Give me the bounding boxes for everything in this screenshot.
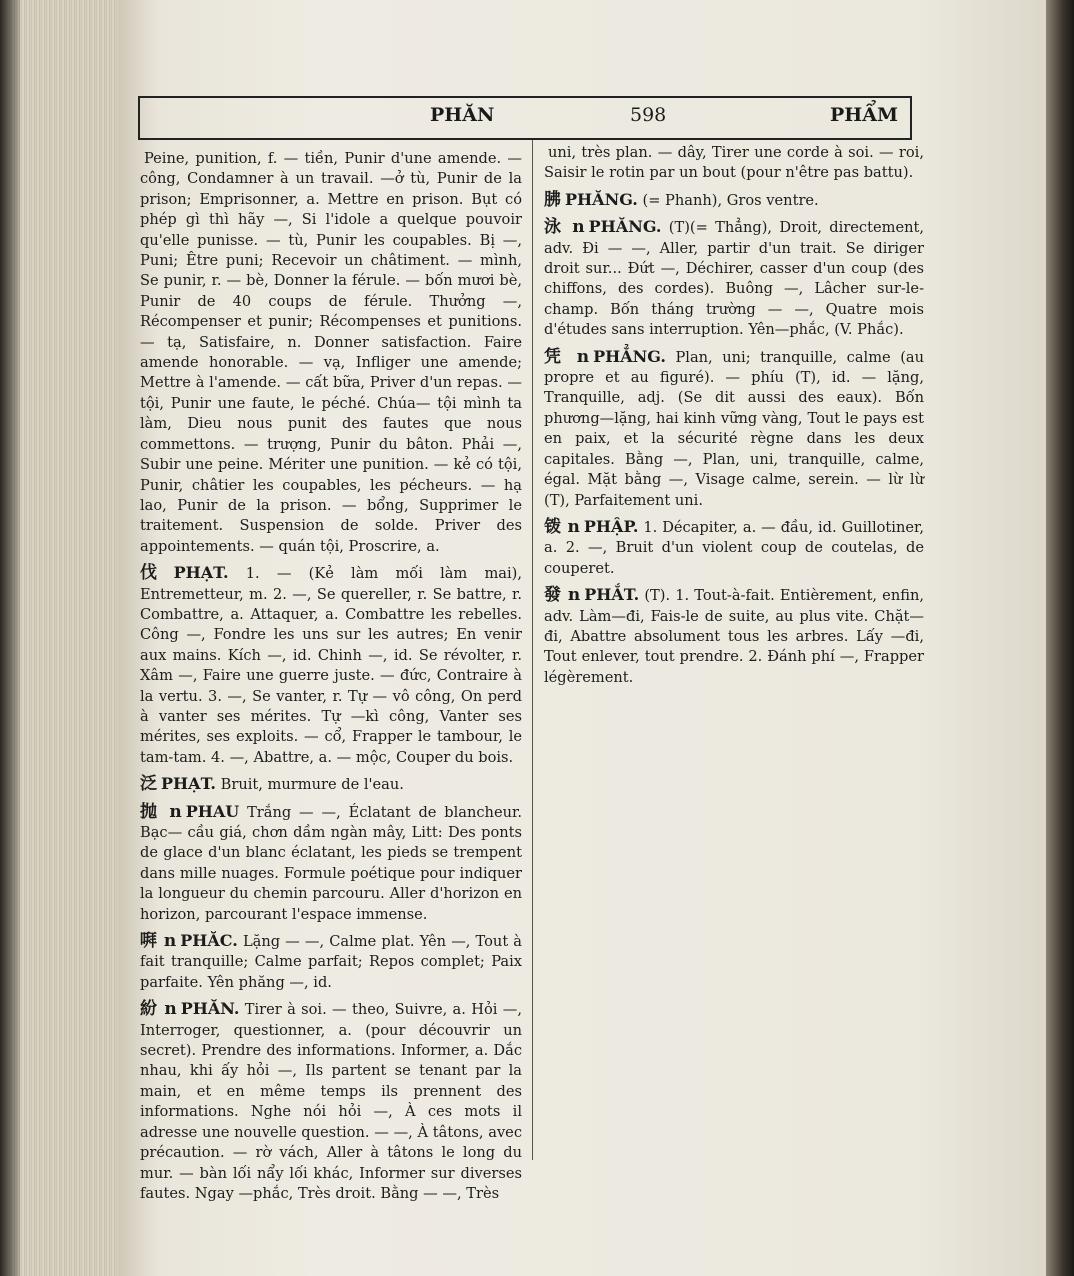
page-header: [138, 96, 912, 140]
dictionary-entry: 䥽 n PHẬP. 1. Décapiter, a. — đầu, id. Guillotiner, a. 2. —, Bruit d'un violent coup de coutelas, de couperet.: [544, 516, 929, 577]
book-right-edge: [1046, 0, 1074, 1276]
column-divider: [532, 140, 533, 1160]
header-left-word: PHĂN: [430, 104, 495, 126]
dictionary-entry: 㗑 n PHĂC. Lặng — —, Calme plat. Yên —, Tout à fait tranquille; Calme parfait; Repos complet; Paix parfaite. Yên phăng —, id.: [140, 931, 527, 991]
dictionary-entry: 泛 PHẠT. Bruit, murmure de l'eau.: [140, 774, 404, 795]
dictionary-entry: 發 n PHẮT. (T). 1. Tout-à-fait. Entièrement, enfin, adv. Làm—đi, Fais-le de suite, au plus vite. Chặt—đi, Abattre absolument tous les arbres. Lấy —đi, Tout enlever, tout prendre. 2. Đánh phí —, Frapper légèrement.: [544, 585, 929, 686]
left-column: [140, 148, 527, 1210]
right-column: [544, 142, 929, 694]
book-edge-shadow: [0, 0, 20, 1276]
dictionary-entry: 紛 n PHĂN. Tirer à soi. — theo, Suivre, a. Hỏi —, Interroger, questionner, a. (pour découvrir un secret). Prendre des informations. Informer, a. Dắc nhau, khi ấy hỏi —, Ils partent se tenant par la main, et en même temps ils prennent des informations. Nghe nói hỏi —, À ces mots il adresse une nouvelle question. — —, À tâtons, avec précaution. — rờ vách, Aller à tâtons le long du mur. — bàn lối nẩy lối khác, Informer sur diverses fautes. Ngay —phắc, Très droit. Bằng — —, Très: [140, 999, 527, 1202]
dictionary-entry: Peine, punition, f. — tiền, Punir d'une amende. — công, Condamner à un travail. —ở tù, Punir de la prison; Emprisonner, a. Mettre en prison. Bụt có phép gì thì hãy —, Si l'idole a quelque pouvoir qu'elle punisse. — tù, Punir les coupables. Bị —, Puni; Être puni; Recevoir un châtiment. — mình, Se punir, r. — bè, Donner la férule. — bốn mươi bè, Punir de 40 coups de férule. Thưởng —, Récompenser et punir; Récompenses et punitions. — tạ, Satisfaire, n. Donner satisfaction. Faire amende honorable. — vạ, Infliger une amende; Mettre à l'amende. — cất bữa, Priver d'un repas. — tội, Punir une faute, le péché. Chúa— tội mình ta làm, Dieu nous punit des fautes que nous commettons. — trượng, Punir du bâton. Phải —, Subir une peine. Mériter une punition. — kẻ có tội, Punir, châtier les coupables, les pécheurs. — hạ lao, Punir de la prison. — bổng, Supprimer le traitement. Suspension de solde. Priver des appointements. — quán tội, Proscrire, a.: [140, 150, 527, 555]
dictionary-entry: uni, très plan. — dây, Tirer une corde à soi. — roi, Saisir le rotin par un bout (pour n'être pas battu).: [544, 144, 929, 182]
dictionary-entry: 胇 PHĂNG. (= Phanh), Gros ventre.: [544, 189, 819, 210]
dictionary-entry: 伐 PHẠT. 1. — (Kẻ làm mối làm mai), Entremetteur, m. 2. —, Se quereller, r. Se battre, r. Combattre, a. Attaquer, a. Combattre les rebelles. Công —, Fondre les uns sur les autres; En venir aux mains. Kích —, id. Chinh —, id. Se révolter, r. Xâm —, Faire une guerre juste. — đức, Contraire à la vertu. 3. —, Se vanter, r. Tự — vô công, On perd à vanter ses mérites. Tự —kì công, Vanter ses mérites, ses exploits. — cổ, Frapper le tambour, le tam-tam. 4. —, Abattre, a. — mộc, Couper du bois.: [140, 563, 527, 766]
dictionary-entry: 泳 n PHĂNG. (T)(= Thẳng), Droit, directement, adv. Đi — —, Aller, partir d'un trait. Se diriger droit sur... Đứt —, Déchirer, casser d'un coup (des chiffons, des cordes). Buông —, Lâcher sur-le-champ. Bốn tháng trường — —, Quatre mois d'études sans interruption. Yên—phắc, (V. Phắc).: [544, 217, 929, 339]
page-number: 598: [630, 104, 667, 126]
header-right-word: PHẨM: [830, 104, 899, 126]
dictionary-entry: 凭 n PHẲNG. Plan, uni; tranquille, calme (au propre et au figuré). — phíu (T), id. — lặng, Tranquille, adj. (Se dit aussi des eaux). Bốn phương—lặng, hai kinh vững vàng, Tout le pays est en paix, et la sécurité règne dans les deux capitales. Bằng —, Plan, uni, tranquille, calme, égal. Mặt bằng —, Visage calme, serein. — lừ lừ (T), Parfaitement uni.: [544, 346, 929, 509]
dictionary-entry: 抛 n PHAU Trắng — —, Éclatant de blancheur. Bạc— cầu giá, chơn dầm ngàn mây, Litt: Des ponts de glace d'un blanc éclatant, les pieds se trempent dans mille nuages. Formule poétique pour indiquer la longueur du chemin parcouru. Aller d'horizon en horizon, parcourant l'espace immense.: [140, 801, 527, 923]
